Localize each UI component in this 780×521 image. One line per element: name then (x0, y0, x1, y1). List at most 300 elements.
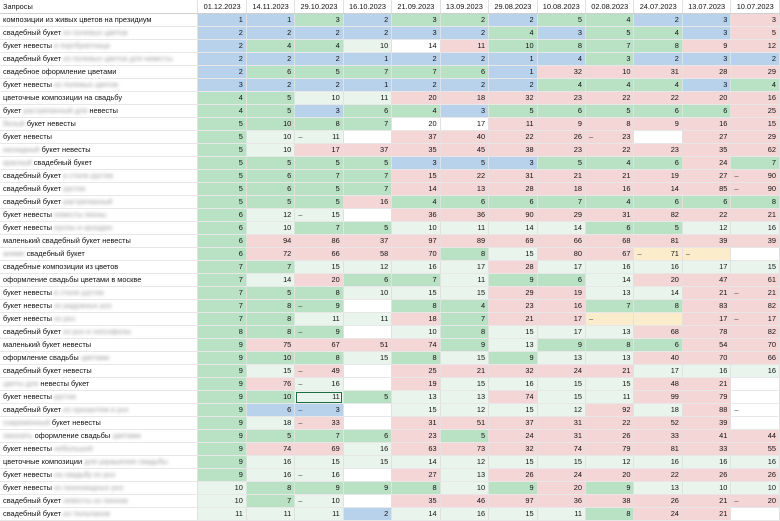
position-cell[interactable] (586, 235, 634, 248)
position-cell[interactable] (246, 27, 294, 40)
position-cell[interactable] (489, 222, 537, 235)
position-cell[interactable] (392, 144, 440, 157)
position-cell[interactable] (246, 300, 294, 313)
table-row[interactable] (0, 53, 780, 66)
position-cell[interactable] (682, 53, 730, 66)
position-cell[interactable] (392, 79, 440, 92)
position-cell[interactable] (440, 339, 488, 352)
table-row[interactable] (0, 131, 780, 144)
position-cell[interactable] (295, 339, 343, 352)
position-cell[interactable] (634, 196, 682, 209)
position-cell[interactable] (489, 417, 537, 430)
position-cell[interactable] (198, 27, 246, 40)
table-row[interactable] (0, 92, 780, 105)
position-cell[interactable] (682, 79, 730, 92)
position-cell[interactable] (634, 287, 682, 300)
position-cell[interactable] (295, 300, 343, 313)
position-cell[interactable] (682, 157, 730, 170)
table-row[interactable] (0, 157, 780, 170)
query-cell[interactable] (0, 131, 198, 144)
position-cell[interactable] (634, 339, 682, 352)
table-row[interactable] (0, 300, 780, 313)
position-cell[interactable] (295, 40, 343, 53)
position-cell[interactable] (731, 313, 780, 326)
position-cell[interactable] (246, 391, 294, 404)
position-cell[interactable] (198, 222, 246, 235)
position-cell[interactable] (246, 482, 294, 495)
position-cell[interactable] (586, 79, 634, 92)
position-cell[interactable] (634, 261, 682, 274)
position-cell[interactable] (343, 443, 391, 456)
position-cell[interactable] (246, 40, 294, 53)
position-cell[interactable] (634, 209, 682, 222)
position-cell[interactable] (392, 183, 440, 196)
position-cell[interactable] (586, 222, 634, 235)
position-cell[interactable] (682, 339, 730, 352)
position-cell[interactable] (682, 378, 730, 391)
position-cell[interactable] (198, 378, 246, 391)
position-cell[interactable] (198, 53, 246, 66)
position-cell[interactable] (731, 391, 780, 404)
table-row[interactable] (0, 495, 780, 508)
position-cell[interactable] (537, 274, 585, 287)
position-cell[interactable] (295, 287, 343, 300)
position-cell[interactable] (343, 144, 391, 157)
position-cell[interactable] (634, 170, 682, 183)
position-cell[interactable] (343, 209, 391, 222)
query-cell[interactable] (0, 157, 198, 170)
position-cell[interactable] (634, 495, 682, 508)
position-cell[interactable] (343, 131, 391, 144)
position-cell[interactable] (392, 404, 440, 417)
position-cell[interactable] (440, 79, 488, 92)
position-cell[interactable] (295, 378, 343, 391)
position-cell[interactable] (246, 274, 294, 287)
position-cell[interactable] (537, 391, 585, 404)
position-cell[interactable] (198, 482, 246, 495)
position-cell[interactable] (343, 118, 391, 131)
query-cell[interactable] (0, 40, 198, 53)
position-cell[interactable] (246, 170, 294, 183)
query-cell[interactable] (0, 144, 198, 157)
query-cell[interactable] (0, 209, 198, 222)
position-cell[interactable] (392, 105, 440, 118)
position-cell[interactable] (198, 118, 246, 131)
position-cell[interactable] (682, 495, 730, 508)
position-cell[interactable] (586, 196, 634, 209)
position-cell[interactable] (440, 352, 488, 365)
position-cell[interactable] (295, 456, 343, 469)
position-cell[interactable] (731, 209, 780, 222)
table-row[interactable] (0, 105, 780, 118)
position-cell[interactable] (198, 300, 246, 313)
position-cell[interactable] (295, 469, 343, 482)
position-cell[interactable] (634, 144, 682, 157)
position-cell[interactable] (489, 248, 537, 261)
position-cell[interactable] (489, 313, 537, 326)
column-header-date[interactable]: 13.09.2023 (440, 0, 488, 14)
position-cell[interactable] (489, 40, 537, 53)
position-cell[interactable] (731, 326, 780, 339)
position-cell[interactable] (489, 14, 537, 27)
position-cell[interactable] (246, 313, 294, 326)
position-cell[interactable] (586, 157, 634, 170)
column-header-date[interactable]: 16.10.2023 (343, 0, 391, 14)
position-cell[interactable] (682, 40, 730, 53)
table-row[interactable] (0, 378, 780, 391)
position-cell[interactable] (343, 378, 391, 391)
position-cell[interactable] (682, 365, 730, 378)
position-cell[interactable] (537, 365, 585, 378)
position-cell[interactable] (489, 144, 537, 157)
position-cell[interactable] (682, 352, 730, 365)
position-cell[interactable] (586, 365, 634, 378)
position-cell[interactable] (731, 53, 780, 66)
position-cell[interactable] (489, 209, 537, 222)
position-cell[interactable] (682, 170, 730, 183)
position-cell[interactable] (537, 456, 585, 469)
position-cell[interactable] (634, 313, 682, 326)
position-cell[interactable] (634, 66, 682, 79)
position-cell[interactable] (731, 40, 780, 53)
position-cell[interactable] (246, 495, 294, 508)
column-header-queries[interactable]: Запросы (0, 0, 198, 14)
position-cell[interactable] (489, 365, 537, 378)
position-cell[interactable] (392, 469, 440, 482)
position-cell[interactable] (392, 53, 440, 66)
position-cell[interactable] (489, 482, 537, 495)
position-cell[interactable] (489, 79, 537, 92)
position-cell[interactable] (586, 300, 634, 313)
query-cell[interactable] (0, 339, 198, 352)
position-cell[interactable] (246, 209, 294, 222)
table-row[interactable] (0, 417, 780, 430)
position-cell[interactable] (343, 352, 391, 365)
table-row[interactable] (0, 14, 780, 27)
position-cell[interactable] (295, 131, 343, 144)
position-cell[interactable] (343, 274, 391, 287)
query-cell[interactable] (0, 404, 198, 417)
position-cell[interactable] (343, 482, 391, 495)
position-cell[interactable] (440, 456, 488, 469)
position-cell[interactable] (343, 417, 391, 430)
position-cell[interactable] (440, 443, 488, 456)
position-cell[interactable] (343, 170, 391, 183)
position-cell[interactable] (343, 53, 391, 66)
position-cell[interactable] (682, 14, 730, 27)
table-row[interactable] (0, 313, 780, 326)
position-cell[interactable] (586, 313, 634, 326)
position-cell[interactable] (246, 417, 294, 430)
position-cell[interactable] (682, 131, 730, 144)
position-cell[interactable] (198, 443, 246, 456)
position-cell[interactable] (198, 417, 246, 430)
query-cell[interactable] (0, 365, 198, 378)
position-cell[interactable] (198, 235, 246, 248)
table-row[interactable] (0, 456, 780, 469)
position-cell[interactable] (634, 443, 682, 456)
position-cell[interactable] (343, 404, 391, 417)
position-cell[interactable] (392, 66, 440, 79)
position-cell[interactable] (537, 482, 585, 495)
position-cell[interactable] (586, 40, 634, 53)
position-cell[interactable] (537, 430, 585, 443)
position-cell[interactable] (246, 326, 294, 339)
position-cell[interactable] (537, 14, 585, 27)
position-cell[interactable] (198, 209, 246, 222)
position-cell[interactable] (198, 144, 246, 157)
position-cell[interactable] (246, 157, 294, 170)
table-row[interactable] (0, 391, 780, 404)
position-cell[interactable] (731, 469, 780, 482)
position-cell[interactable] (392, 209, 440, 222)
position-cell[interactable] (682, 92, 730, 105)
position-cell[interactable] (634, 248, 682, 261)
position-cell[interactable] (731, 248, 780, 261)
position-cell[interactable] (295, 235, 343, 248)
position-cell[interactable] (731, 170, 780, 183)
position-cell[interactable] (586, 430, 634, 443)
position-cell[interactable] (586, 66, 634, 79)
position-cell[interactable] (731, 430, 780, 443)
position-cell[interactable] (246, 261, 294, 274)
position-cell[interactable] (634, 391, 682, 404)
position-cell[interactable] (295, 183, 343, 196)
position-cell[interactable] (246, 105, 294, 118)
position-cell[interactable] (682, 118, 730, 131)
position-cell[interactable] (682, 105, 730, 118)
position-cell[interactable] (392, 430, 440, 443)
position-cell[interactable] (586, 508, 634, 521)
position-cell[interactable] (586, 105, 634, 118)
position-cell[interactable] (295, 430, 343, 443)
position-cell[interactable] (731, 339, 780, 352)
query-cell[interactable] (0, 248, 198, 261)
position-cell[interactable] (343, 287, 391, 300)
position-cell[interactable] (198, 456, 246, 469)
position-cell[interactable] (634, 53, 682, 66)
position-cell[interactable] (198, 157, 246, 170)
position-cell[interactable] (537, 339, 585, 352)
position-cell[interactable] (731, 456, 780, 469)
position-cell[interactable] (489, 300, 537, 313)
position-cell[interactable] (731, 157, 780, 170)
position-cell[interactable] (489, 326, 537, 339)
position-cell[interactable] (489, 352, 537, 365)
position-cell[interactable] (489, 339, 537, 352)
position-cell[interactable] (343, 261, 391, 274)
position-cell[interactable] (440, 274, 488, 287)
position-cell[interactable] (731, 287, 780, 300)
position-cell[interactable] (392, 248, 440, 261)
position-cell[interactable] (392, 131, 440, 144)
position-cell[interactable] (392, 482, 440, 495)
position-cell[interactable] (682, 430, 730, 443)
position-cell[interactable] (682, 183, 730, 196)
position-cell[interactable] (489, 235, 537, 248)
query-cell[interactable] (0, 300, 198, 313)
position-cell[interactable] (295, 27, 343, 40)
position-cell[interactable] (489, 261, 537, 274)
position-cell[interactable] (634, 365, 682, 378)
position-cell[interactable] (440, 209, 488, 222)
position-cell[interactable] (586, 118, 634, 131)
position-cell[interactable] (634, 105, 682, 118)
position-cell[interactable] (246, 287, 294, 300)
position-cell[interactable] (198, 105, 246, 118)
position-cell[interactable] (537, 287, 585, 300)
position-cell[interactable] (246, 365, 294, 378)
position-cell[interactable] (489, 27, 537, 40)
position-cell[interactable] (634, 222, 682, 235)
position-cell[interactable] (489, 469, 537, 482)
position-cell[interactable] (537, 196, 585, 209)
column-header-date[interactable]: 02.08.2023 (586, 0, 634, 14)
position-cell[interactable] (682, 196, 730, 209)
position-cell[interactable] (731, 508, 780, 521)
position-cell[interactable] (246, 144, 294, 157)
position-cell[interactable] (586, 14, 634, 27)
position-cell[interactable] (246, 118, 294, 131)
position-cell[interactable] (731, 482, 780, 495)
position-cell[interactable] (198, 495, 246, 508)
position-cell[interactable] (586, 443, 634, 456)
position-cell[interactable] (682, 209, 730, 222)
position-cell[interactable] (586, 261, 634, 274)
position-cell[interactable] (392, 313, 440, 326)
position-cell[interactable] (198, 339, 246, 352)
position-cell[interactable] (295, 196, 343, 209)
position-cell[interactable] (537, 209, 585, 222)
position-cell[interactable] (392, 287, 440, 300)
query-cell[interactable] (0, 105, 198, 118)
position-cell[interactable] (343, 27, 391, 40)
position-cell[interactable] (198, 313, 246, 326)
position-cell[interactable] (295, 404, 343, 417)
position-cell[interactable] (392, 378, 440, 391)
position-cell[interactable] (682, 248, 730, 261)
position-cell[interactable] (634, 300, 682, 313)
table-row[interactable] (0, 482, 780, 495)
position-cell[interactable] (682, 222, 730, 235)
table-row[interactable] (0, 404, 780, 417)
position-cell[interactable] (682, 274, 730, 287)
position-cell[interactable] (440, 287, 488, 300)
position-cell[interactable] (440, 495, 488, 508)
position-cell[interactable] (295, 495, 343, 508)
position-cell[interactable] (246, 131, 294, 144)
position-cell[interactable] (731, 417, 780, 430)
position-cell[interactable] (586, 378, 634, 391)
position-cell[interactable] (586, 183, 634, 196)
position-cell[interactable] (537, 40, 585, 53)
table-row[interactable] (0, 287, 780, 300)
position-cell[interactable] (634, 326, 682, 339)
query-cell[interactable] (0, 326, 198, 339)
position-cell[interactable] (634, 118, 682, 131)
position-cell[interactable] (489, 105, 537, 118)
column-header-date[interactable]: 29.10.2023 (295, 0, 343, 14)
position-cell[interactable] (537, 157, 585, 170)
position-cell[interactable] (198, 430, 246, 443)
table-row[interactable] (0, 235, 780, 248)
position-cell[interactable] (295, 352, 343, 365)
query-cell[interactable] (0, 313, 198, 326)
position-cell[interactable] (489, 456, 537, 469)
position-cell[interactable] (198, 261, 246, 274)
position-cell[interactable] (343, 40, 391, 53)
position-cell[interactable] (682, 326, 730, 339)
position-cell[interactable] (392, 365, 440, 378)
position-cell[interactable] (586, 131, 634, 144)
position-cell[interactable] (392, 274, 440, 287)
position-cell[interactable] (440, 40, 488, 53)
position-cell[interactable] (537, 326, 585, 339)
position-cell[interactable] (246, 222, 294, 235)
position-cell[interactable] (392, 326, 440, 339)
position-cell[interactable] (392, 196, 440, 209)
position-cell[interactable] (586, 287, 634, 300)
position-cell[interactable] (634, 27, 682, 40)
position-cell[interactable] (343, 222, 391, 235)
position-cell[interactable] (682, 482, 730, 495)
position-cell[interactable] (731, 14, 780, 27)
table-row[interactable] (0, 222, 780, 235)
position-cell[interactable] (440, 235, 488, 248)
table-row[interactable] (0, 365, 780, 378)
position-cell[interactable] (682, 235, 730, 248)
position-cell[interactable] (586, 404, 634, 417)
position-cell[interactable] (198, 131, 246, 144)
query-cell[interactable] (0, 443, 198, 456)
table-row[interactable] (0, 66, 780, 79)
position-cell[interactable] (731, 495, 780, 508)
position-cell[interactable] (489, 274, 537, 287)
position-cell[interactable] (586, 352, 634, 365)
position-cell[interactable] (731, 66, 780, 79)
position-cell[interactable] (392, 157, 440, 170)
position-cell[interactable] (440, 170, 488, 183)
position-cell[interactable] (343, 469, 391, 482)
position-cell[interactable] (440, 261, 488, 274)
position-cell[interactable] (246, 92, 294, 105)
position-cell[interactable] (246, 196, 294, 209)
position-cell[interactable] (392, 170, 440, 183)
position-cell[interactable] (295, 274, 343, 287)
column-header-date[interactable]: 29.08.2023 (489, 0, 537, 14)
position-cell[interactable] (634, 417, 682, 430)
position-cell[interactable] (295, 92, 343, 105)
position-cell[interactable] (440, 131, 488, 144)
position-cell[interactable] (634, 183, 682, 196)
position-cell[interactable] (586, 469, 634, 482)
position-cell[interactable] (537, 27, 585, 40)
position-cell[interactable] (586, 27, 634, 40)
position-cell[interactable] (295, 14, 343, 27)
position-cell[interactable] (343, 391, 391, 404)
table-row[interactable] (0, 248, 780, 261)
position-cell[interactable] (295, 417, 343, 430)
position-cell[interactable] (537, 495, 585, 508)
position-cell[interactable] (682, 508, 730, 521)
position-cell[interactable] (586, 417, 634, 430)
position-cell[interactable] (343, 508, 391, 521)
position-cell[interactable] (440, 417, 488, 430)
table-row[interactable] (0, 430, 780, 443)
position-cell[interactable] (682, 27, 730, 40)
position-cell[interactable] (731, 131, 780, 144)
position-cell[interactable] (295, 365, 343, 378)
